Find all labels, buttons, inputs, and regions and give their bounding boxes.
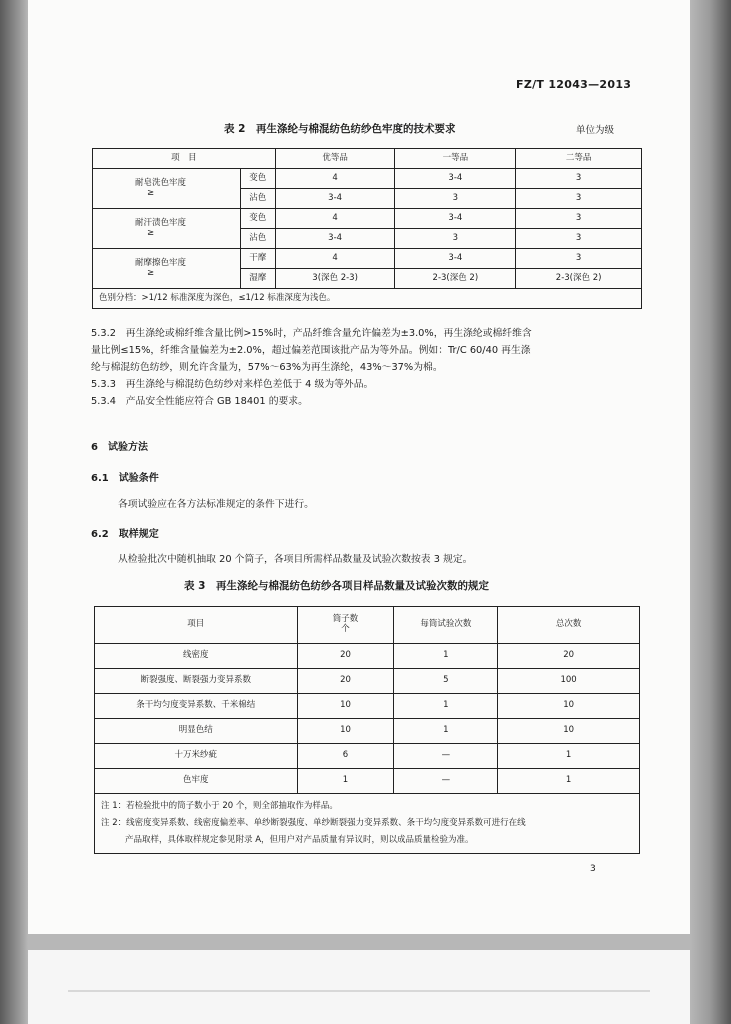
item: 条干均匀度变异系数、千米棉结 bbox=[95, 694, 298, 719]
item: 明显色结 bbox=[95, 719, 298, 744]
cell: 3 bbox=[395, 189, 516, 209]
total: 100 bbox=[498, 669, 640, 694]
table3-header: 项目 bbox=[95, 607, 298, 644]
section-6-2-body: 从检验批次中随机抽取 20 个筒子，各项目所需样品数量及试验次数按表 3 规定。 bbox=[118, 554, 473, 565]
section-6-1-body: 各项试验应在各方法标准规定的条件下进行。 bbox=[118, 499, 314, 510]
table3-header bbox=[297, 607, 394, 644]
cell: 3 bbox=[516, 169, 642, 189]
clause-5-3-2 bbox=[91, 325, 532, 410]
table3-header-row bbox=[95, 607, 640, 644]
group-name: 耐摩擦色牢度 bbox=[135, 257, 187, 268]
clause-5-3-4: 5.3.4 产品安全性能应符合 GB 18401 的要求。 bbox=[91, 396, 308, 407]
section-6-2-title: 6.2 取样规定 bbox=[91, 529, 159, 540]
table2-note-row bbox=[93, 289, 642, 309]
table-row bbox=[93, 169, 642, 189]
document-page bbox=[28, 0, 690, 934]
total: 1 bbox=[498, 769, 640, 794]
cell: 4 bbox=[275, 209, 395, 229]
cell: 4 bbox=[275, 169, 395, 189]
table2-group-cell bbox=[93, 249, 241, 289]
table2-note: 色别分档：>1/12 标准深度为深色，≤1/12 标准深度为浅色。 bbox=[93, 289, 642, 309]
divider bbox=[68, 990, 650, 992]
cell: 2-3(深色 2) bbox=[516, 269, 642, 289]
cell: 3 bbox=[516, 189, 642, 209]
table3-caption: 表 3 再生涤纶与棉混纺色纺纱各项目样品数量及试验次数的规定 bbox=[184, 580, 489, 592]
table-row bbox=[93, 209, 642, 229]
cell: 3-4 bbox=[395, 209, 516, 229]
tubes: 20 bbox=[297, 669, 394, 694]
cell: 3-4 bbox=[275, 189, 395, 209]
table3 bbox=[94, 606, 640, 854]
sub-item: 沾色 bbox=[240, 229, 275, 249]
cell: 3 bbox=[516, 229, 642, 249]
section-6-title: 6 试验方法 bbox=[91, 442, 148, 453]
total: 10 bbox=[498, 694, 640, 719]
table2-unit: 单位为级 bbox=[576, 125, 615, 136]
table3-header: 总次数 bbox=[498, 607, 640, 644]
per-tube: 1 bbox=[394, 694, 498, 719]
tubes: 1 bbox=[297, 769, 394, 794]
header-line: 筒子数 bbox=[332, 614, 359, 625]
cell: 2-3(深色 2) bbox=[395, 269, 516, 289]
table3-header: 每筒试验次数 bbox=[394, 607, 498, 644]
group-sign: ≥ bbox=[147, 227, 155, 238]
sub-item: 湿摩 bbox=[240, 269, 275, 289]
item: 断裂强度、断裂强力变异系数 bbox=[95, 669, 298, 694]
cell: 4 bbox=[275, 249, 395, 269]
item: 色牢度 bbox=[95, 769, 298, 794]
per-tube: — bbox=[394, 744, 498, 769]
sub-item: 变色 bbox=[240, 209, 275, 229]
table-row bbox=[95, 669, 640, 694]
cell: 3 bbox=[516, 209, 642, 229]
table-row bbox=[95, 769, 640, 794]
clause-5-3-3: 5.3.3 再生涤纶与棉混纺色纺纱对来样色差低于 4 级为等外品。 bbox=[91, 379, 374, 390]
section-6-1-title: 6.1 试验条件 bbox=[91, 473, 159, 484]
table-row bbox=[95, 694, 640, 719]
header-line: 个 bbox=[341, 624, 350, 634]
tubes: 6 bbox=[297, 744, 394, 769]
page-number: 3 bbox=[590, 864, 596, 874]
item: 线密度 bbox=[95, 644, 298, 669]
group-sign: ≥ bbox=[147, 267, 155, 278]
per-tube: 1 bbox=[394, 644, 498, 669]
per-tube: — bbox=[394, 769, 498, 794]
tubes: 10 bbox=[297, 694, 394, 719]
table3-note-2-cont: 产品取样，具体取样规定参见附录 A，但用户对产品质量有异议时，则以成品质量检验为准。 bbox=[125, 835, 474, 845]
sub-item: 干摩 bbox=[240, 249, 275, 269]
table2 bbox=[92, 148, 642, 309]
cell: 3-4 bbox=[395, 169, 516, 189]
standard-number: FZ/T 12043—2013 bbox=[516, 78, 632, 91]
per-tube: 1 bbox=[394, 719, 498, 744]
group-name: 耐皂洗色牢度 bbox=[135, 177, 187, 188]
cell: 3-4 bbox=[275, 229, 395, 249]
table2-caption: 表 2 再生涤纶与棉混纺色纺纱色牢度的技术要求 bbox=[224, 123, 456, 135]
group-sign: ≥ bbox=[147, 187, 155, 198]
cell: 3-4 bbox=[395, 249, 516, 269]
total: 10 bbox=[498, 719, 640, 744]
table3-notes bbox=[95, 794, 640, 854]
table2-header: 二等品 bbox=[516, 149, 642, 169]
cell: 3 bbox=[395, 229, 516, 249]
clause-line: 纶与棉混纺色纺纱，则允许含量为，57%～63%为再生涤纶，43%～37%为棉。 bbox=[91, 362, 443, 373]
cell: 3 bbox=[516, 249, 642, 269]
table2-header: 项 目 bbox=[93, 149, 276, 169]
table-row bbox=[95, 744, 640, 769]
next-page-edge bbox=[28, 950, 690, 1024]
total: 20 bbox=[498, 644, 640, 669]
tubes: 10 bbox=[297, 719, 394, 744]
clause-line: 5.3.2 再生涤纶或棉纤维含量比例>15%时，产品纤维含量允许偏差为±3.0%，再生涤纶或棉纤维含 bbox=[91, 328, 532, 339]
table2-header: 一等品 bbox=[395, 149, 516, 169]
table-row bbox=[95, 644, 640, 669]
sub-item: 变色 bbox=[240, 169, 275, 189]
table2-header-row bbox=[93, 149, 642, 169]
table3-notes-row bbox=[95, 794, 640, 854]
table-row bbox=[95, 719, 640, 744]
table-row bbox=[93, 249, 642, 269]
table2-group-cell bbox=[93, 169, 241, 209]
per-tube: 5 bbox=[394, 669, 498, 694]
table3-note-1: 注 1：若检验批中的筒子数小于 20 个，则全部抽取作为样品。 bbox=[101, 801, 338, 811]
table2-group-cell bbox=[93, 209, 241, 249]
tubes: 20 bbox=[297, 644, 394, 669]
clause-line: 量比例≤15%，纤维含量偏差为±2.0%，超过偏差范围该批产品为等外品。例如：Tr/C 60/40 再生涤 bbox=[91, 345, 531, 356]
cell: 3(深色 2-3) bbox=[275, 269, 395, 289]
item: 十万米纱疵 bbox=[95, 744, 298, 769]
table2-header: 优等品 bbox=[275, 149, 395, 169]
total: 1 bbox=[498, 744, 640, 769]
group-name: 耐汗渍色牢度 bbox=[135, 217, 187, 228]
table3-note-2: 注 2：线密度变异系数、线密度偏差率、单纱断裂强度、单纱断裂强力变异系数、条干均匀度变异系数可进行在线 bbox=[101, 818, 526, 828]
sub-item: 沾色 bbox=[240, 189, 275, 209]
